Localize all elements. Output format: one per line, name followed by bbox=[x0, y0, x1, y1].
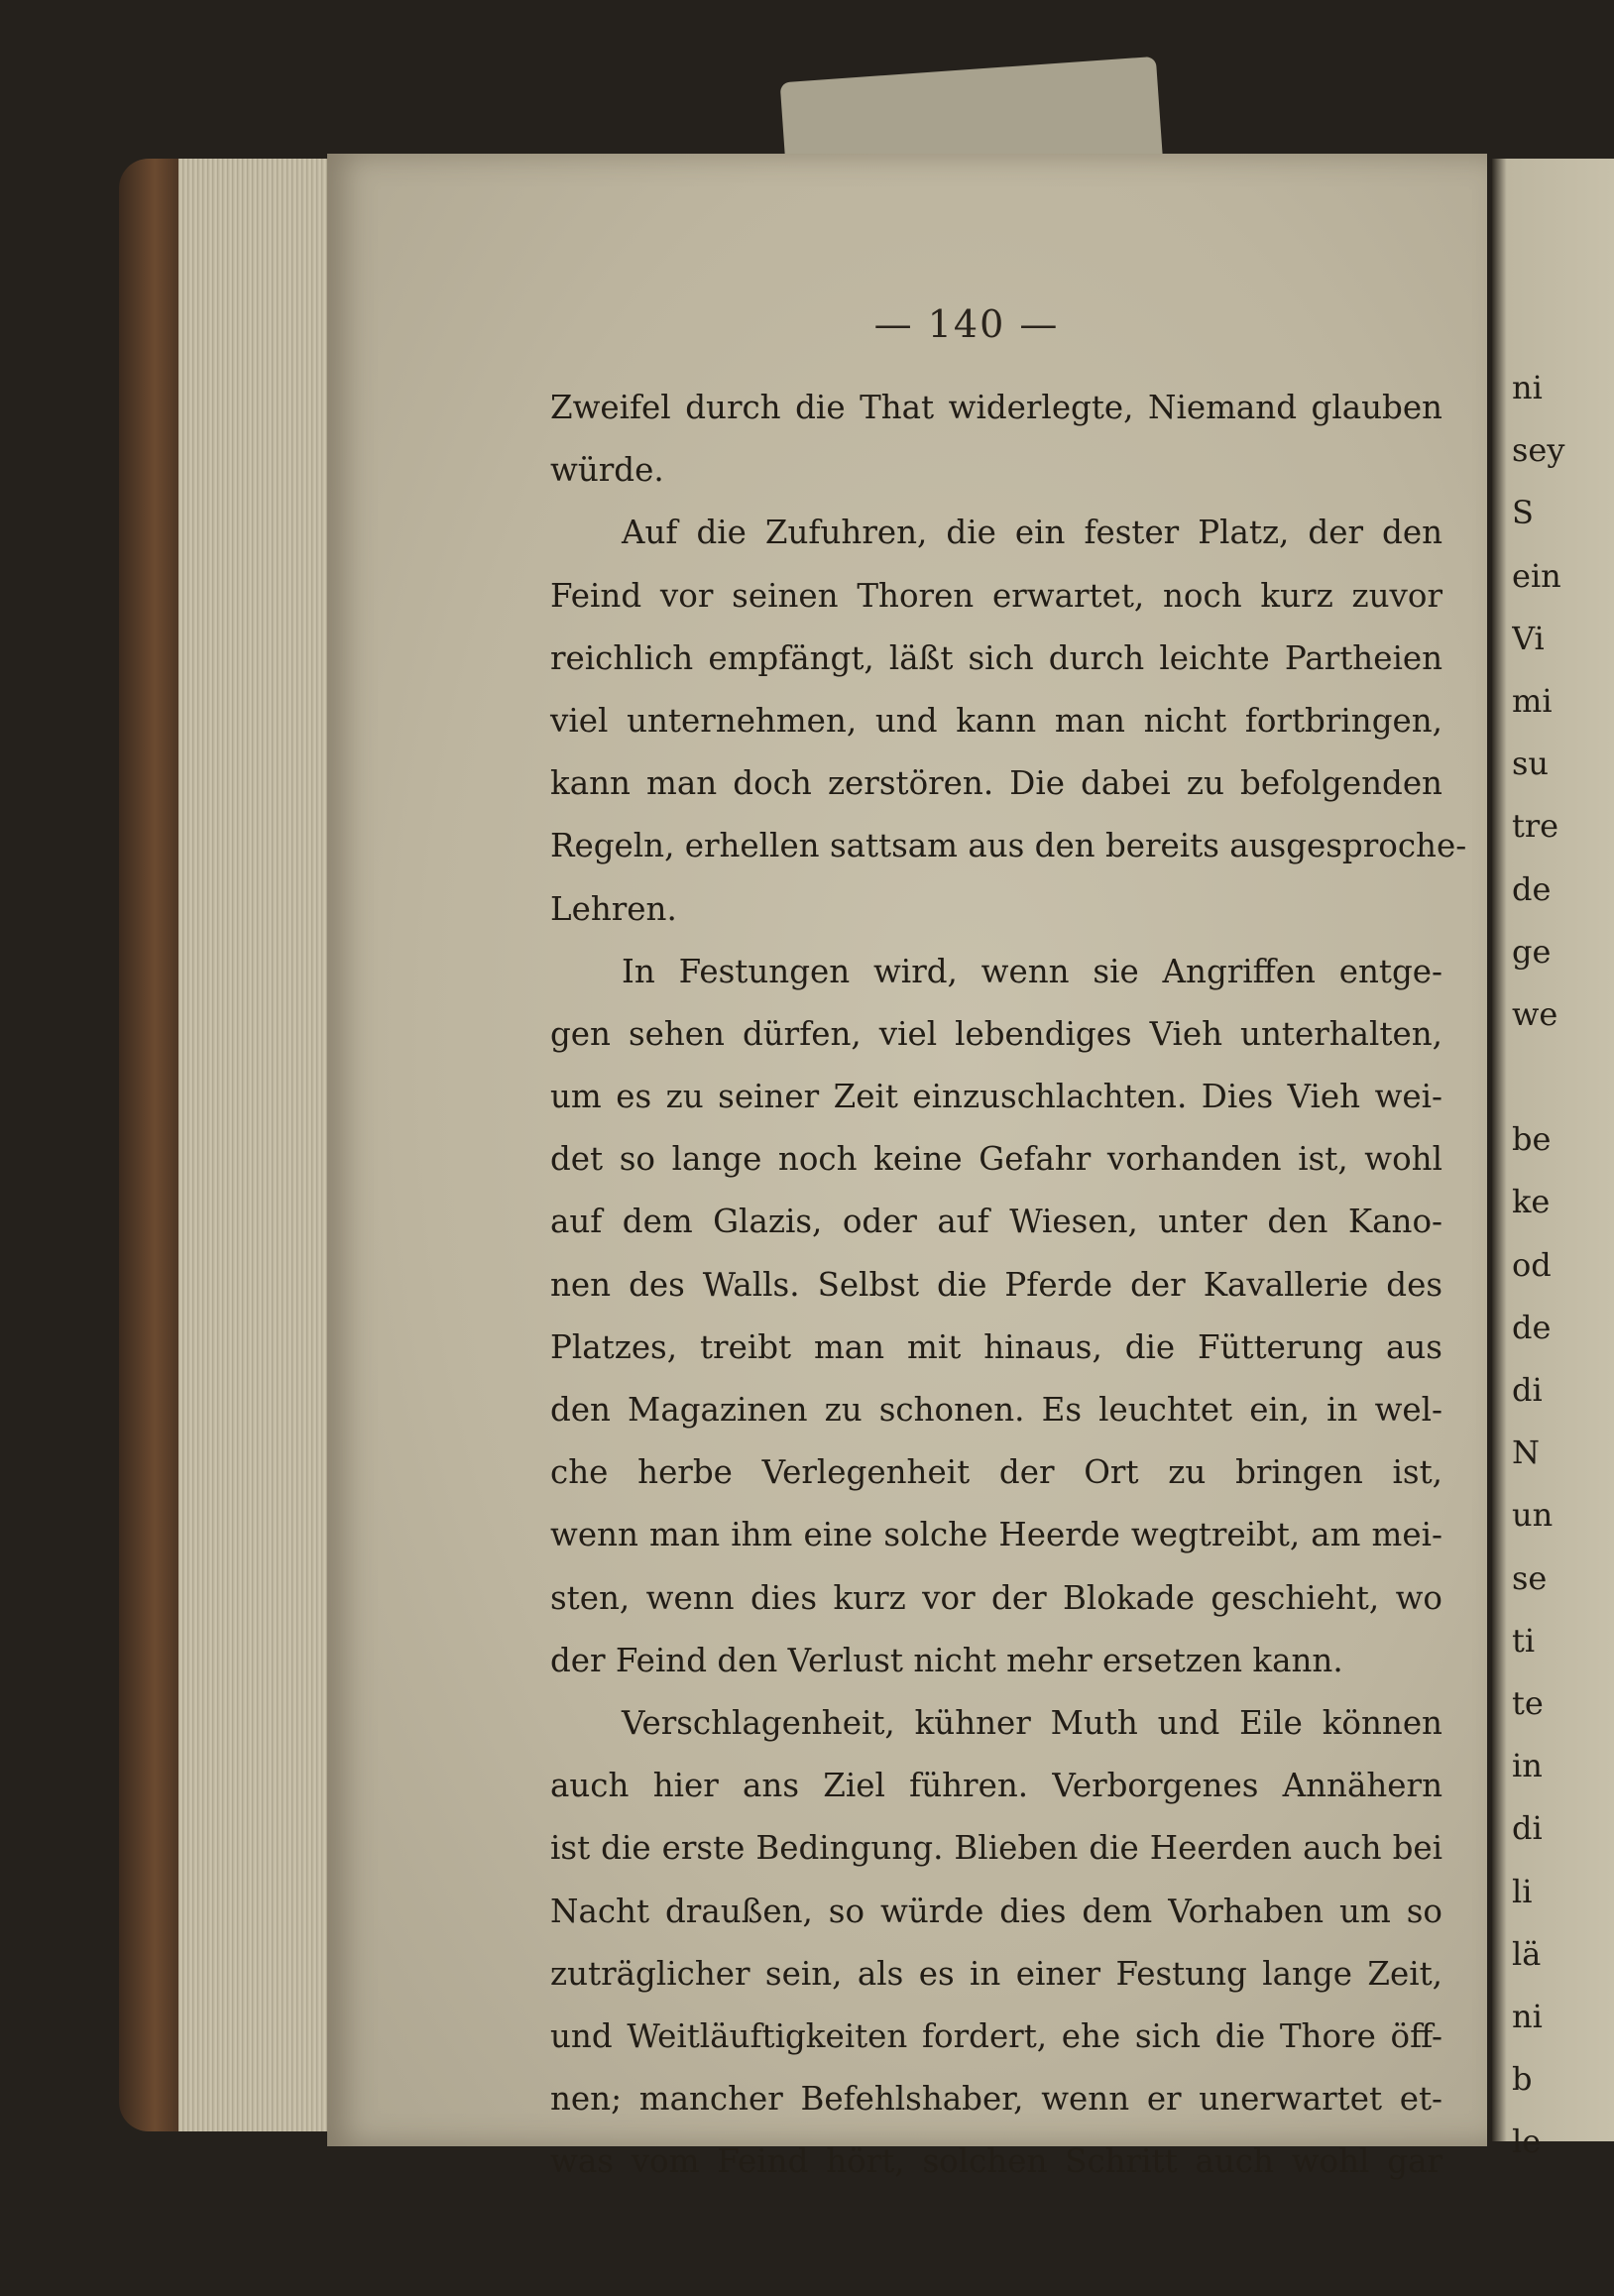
text-line: reichlich empfängt, läßt sich durch leichte Partheien bbox=[550, 638, 1442, 677]
text-line: Regeln, erhellen sattsam aus den bereits ausgesproche- bbox=[550, 827, 1467, 865]
next-page-fragment: N bbox=[1512, 1434, 1540, 1472]
next-page-fragment: di bbox=[1512, 1809, 1543, 1848]
next-page-fragment: in bbox=[1512, 1747, 1543, 1785]
text-line: viel unternehmen, und kann man nicht fortbringen, bbox=[550, 701, 1442, 740]
text-line: zuträglicher sein, als es in einer Festung lange Zeit, bbox=[550, 1954, 1442, 1993]
text-line: nen; mancher Befehlshaber, wenn er unerwartet et- bbox=[550, 2080, 1442, 2119]
text-line: der Feind den Verlust nicht mehr ersetzen kann. bbox=[550, 1641, 1343, 1679]
text-line: Zweifel durch die That widerlegte, Niemand glauben bbox=[550, 389, 1442, 426]
text-line: gen sehen dürfen, viel lebendiges Vieh unterhalten, bbox=[550, 1014, 1442, 1053]
next-page-fragment: mi bbox=[1512, 681, 1553, 720]
next-page-gap bbox=[1512, 1046, 1611, 1108]
text-line: Platzes, treibt man mit hinaus, die Fütterung aus bbox=[550, 1327, 1442, 1366]
next-page-fragment: lä bbox=[1512, 1934, 1542, 1973]
next-page-text bbox=[1512, 357, 1611, 2173]
page-text bbox=[550, 377, 1467, 2193]
next-page-fragment: ni bbox=[1512, 1997, 1543, 2035]
page-number: — 140 — bbox=[873, 302, 1060, 346]
text-line: auf dem Glazis, oder auf Wiesen, unter den Kano- bbox=[550, 1203, 1442, 1241]
text-line: Verschlagenheit, kühner Muth und Eile können bbox=[622, 1703, 1442, 1742]
next-page-fragment: su bbox=[1512, 745, 1550, 783]
next-page-fragment: sey bbox=[1512, 431, 1565, 470]
next-page-fragment: di bbox=[1512, 1371, 1543, 1409]
text-line: und Weitläuftigkeiten fordert, ehe sich die Thore öff- bbox=[550, 2016, 1442, 2055]
next-page-fragment: od bbox=[1512, 1245, 1552, 1284]
text-line: det so lange noch keine Gefahr vorhanden ist, wohl bbox=[550, 1140, 1442, 1179]
next-page-fragment: ein bbox=[1512, 556, 1561, 595]
next-page-fragment: le bbox=[1512, 2123, 1542, 2161]
book-page bbox=[327, 154, 1487, 2181]
next-page-fragment: we bbox=[1512, 994, 1558, 1033]
next-page-fragment: b bbox=[1512, 2060, 1533, 2099]
text-line: Feind vor seinen Thoren erwartet, noch kurz zuvor bbox=[550, 576, 1442, 615]
next-page-fragment: ge bbox=[1512, 932, 1552, 971]
text-line: In Festungen wird, wenn sie Angriffen entge- bbox=[622, 952, 1442, 990]
next-page-fragment: ti bbox=[1512, 1621, 1536, 1660]
text-line: auch hier ans Ziel führen. Verborgenes Annähern bbox=[550, 1767, 1442, 1805]
next-page-fragment: te bbox=[1512, 1683, 1544, 1722]
text-line: che herbe Verlegenheit der Ort zu bringen ist, bbox=[550, 1453, 1442, 1492]
text-line: kann man doch zerstören. Die dabei zu befolgenden bbox=[550, 764, 1442, 803]
text-line: Lehren. bbox=[550, 889, 677, 928]
text-line: ist die erste Bedingung. Blieben die Heerden auch bei bbox=[550, 1829, 1442, 1868]
text-line: Nacht draußen, so würde dies dem Vorhaben um so bbox=[550, 1892, 1442, 1930]
text-line: was vom Feind hört, solchen Schritt auch wohl gar bbox=[550, 2142, 1442, 2181]
next-page-fragment: ke bbox=[1512, 1183, 1551, 1221]
next-page-fragment: un bbox=[1512, 1496, 1554, 1535]
next-page-fragment: Vi bbox=[1512, 619, 1545, 657]
next-page-fragment: de bbox=[1512, 1308, 1552, 1346]
text-line: den Magazinen zu schonen. Es leuchtet ein, in wel- bbox=[550, 1391, 1442, 1429]
next-page-fragment: tre bbox=[1512, 807, 1559, 846]
next-page-edge bbox=[1492, 159, 1614, 2161]
next-page-fragment: se bbox=[1512, 1558, 1548, 1597]
text-line: nen des Walls. Selbst die Pferde der Kavallerie des bbox=[550, 1265, 1442, 1304]
text-line: um es zu seiner Zeit einzuschlachten. Dies Vieh wei- bbox=[550, 1078, 1442, 1116]
text-line: Auf die Zufuhren, die ein fester Platz, der den bbox=[622, 514, 1442, 552]
next-page-fragment: S bbox=[1512, 494, 1534, 532]
next-page-fragment: be bbox=[1512, 1120, 1552, 1159]
page-edges bbox=[178, 159, 327, 2131]
next-page-fragment: li bbox=[1512, 1872, 1533, 1910]
text-line: würde. bbox=[550, 451, 664, 490]
next-page-fragment: de bbox=[1512, 869, 1552, 908]
text-line: sten, wenn dies kurz vor der Blokade geschieht, wo bbox=[550, 1578, 1442, 1617]
next-page-fragment: ni bbox=[1512, 369, 1543, 406]
text-line: wenn man ihm eine solche Heerde wegtreibt, am mei- bbox=[550, 1516, 1442, 1554]
